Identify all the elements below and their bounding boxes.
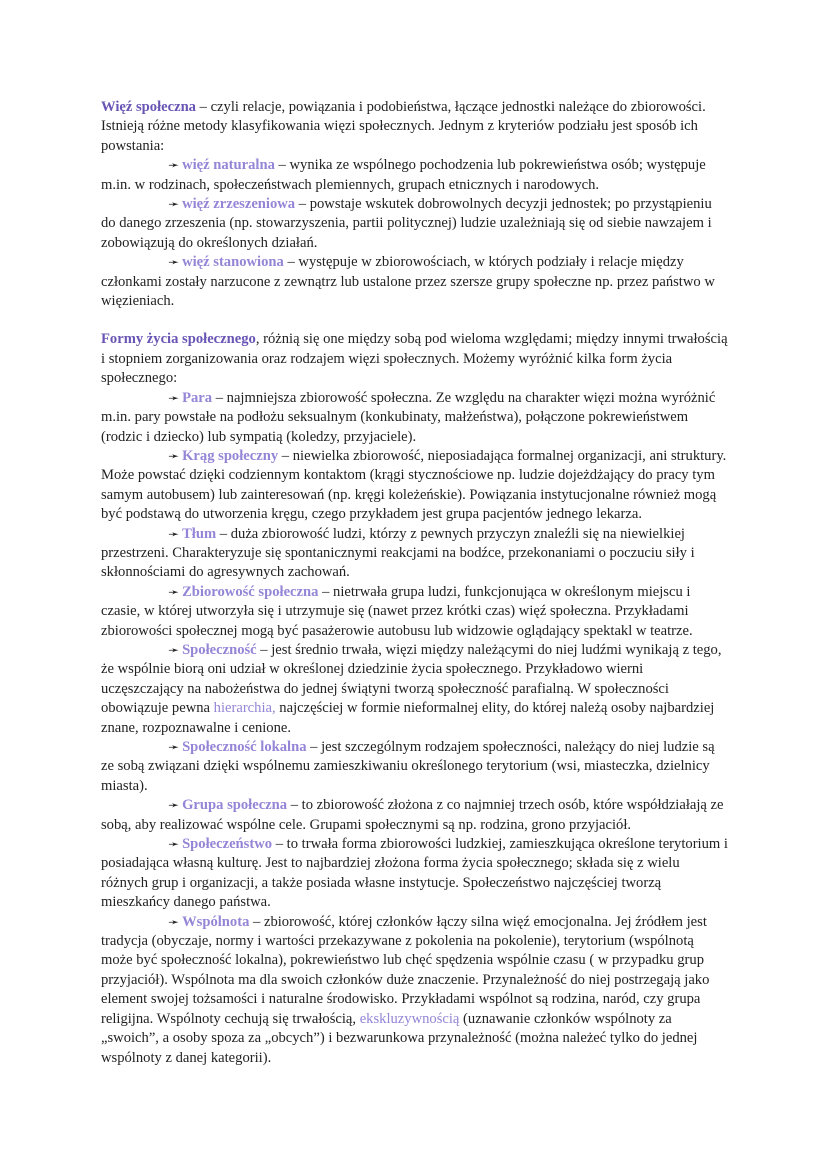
- list-item: [101, 796, 729, 835]
- arrow-bullet-icon: ➛: [168, 837, 180, 852]
- term: Społeczność lokalna: [182, 739, 307, 755]
- arrow-bullet-icon: ➛: [168, 448, 180, 463]
- list-item: [101, 913, 729, 1068]
- definition: – niewielka zbiorowość, nieposiadająca formalnej organizacji, ani struktury. Może powstać dzięki codziennym kontaktom (krągi stycznościowe np. ludzie dojeżdżający do pracy tym samym autobusem) lub zainteresowań (np. kręgi koleżeńskie). Powiązania instytucjonalne również mogą być podstawą do utworzenia kręgu, czego przykładem jest grupa pacjentów jednego lekarza.: [101, 447, 727, 523]
- term: więź stanowiona: [182, 254, 284, 271]
- term: więź zrzeszeniowa: [182, 196, 296, 213]
- term: Społeczność: [182, 641, 257, 658]
- definition: – najmniejsza zbiorowość społeczna. Ze względu na charakter więzi można wyróżnić m.in. pary powstałe na podłożu seksualnym (konkubinaty, małżeństwa), połączone pokrewieństwem (rodzic i dziecko) lub sympatią (koledzy, przyjaciele).: [101, 389, 716, 445]
- term: Krąg społeczny: [182, 447, 279, 464]
- hierarchia-link[interactable]: hierarchia,: [213, 700, 276, 717]
- definition: – jest średnio trwała, więzi między należącymi do niej ludźmi wynikają z tego, że wspólnie biorą oni udział w określonej dziedzinie życia społecznego. Przykładowo wierni uczęszczający na nabożeństwa do jednej świątyni tworzą społeczność parafialną. W społeczności obowiązuje pewna: [101, 641, 722, 717]
- arrow-bullet-icon: ➛: [168, 584, 180, 599]
- intro-text: – czyli relacje, powiązania i podobieństwa, łączące jednostki należące do zbiorowości. Istnieją różne metody klasyfikowania więzi społecznych. Jednym z kryteriów podziału jest sposób ich powstania:: [101, 99, 706, 154]
- term-formy-zycia-spolecznego: Formy życia społecznego: [101, 331, 256, 348]
- definition: – duża zbiorowość ludzi, którzy z pewnych przyczyn znaleźli się na niewielkiej przestrzeni. Charakteryzuje się spontanicznymi reakcjami na bodźce, przekonaniami o poczuciu siły i skłonnościami do agresywnych zachowań.: [101, 525, 695, 581]
- definition: – nietrwała grupa ludzi, funkcjonująca w określonym miejscu i czasie, w której utworzyła się i utrzymuje się (nawet przez krótki czas) więź społeczna. Przykładami zbiorowości społecznej mogą być pasażerowie autobusu lub widzowie oglądający spektakl w teatrze.: [101, 583, 693, 639]
- definition: – powstaje wskutek dobrowolnych decyzji jednostek; po przystąpieniu do danego zrzeszenia (np. stowarzyszenia, partii politycznej) ludzie uzależniają się od siebie nawzajem i zobowiązują do określonych działań.: [101, 196, 712, 251]
- list-item: [101, 195, 729, 253]
- list-item: [101, 525, 729, 583]
- definition: – jest szczególnym rodzajem społeczności, należący do niej ludzie są ze sobą związani dzięki wspólnemu zamieszkiwaniu określonego terytorium (wsi, miasteczka, dzielnicy miasta).: [101, 739, 715, 794]
- arrow-bullet-icon: ➛: [168, 798, 180, 813]
- ekskluzywnosc-link[interactable]: ekskluzywnością: [359, 1010, 460, 1027]
- definition-continued: najczęściej w formie nieformalnej elity, do której należą osoby najbardziej znane, rozpoznawalne i cenione.: [101, 700, 715, 736]
- arrow-bullet-icon: ➛: [168, 390, 180, 405]
- definition: – to zbiorowość złożona z co najmniej trzech osób, które współdziałają ze sobą, aby realizować wspólne cele. Grupami społecznymi są np. rodzina, grono przyjaciół.: [101, 797, 724, 833]
- section-wiez-spoleczna-intro: [101, 98, 729, 156]
- term: Grupa społeczna: [182, 797, 288, 814]
- section-formy-zycia-intro: [101, 330, 729, 388]
- arrow-bullet-icon: ➛: [168, 642, 180, 657]
- list-item: [101, 738, 729, 796]
- list-item: [101, 835, 729, 913]
- definition: – zbiorowość, której członków łączy silna więź emocjonalna. Jej źródłem jest tradycja (obyczaje, normy i wartości przekazywane z pokolenia na pokolenie), terytorium (wspólnotą może być społeczność lokalna), pokrewieństwo lub chęć spędzenia wspólnie czasu ( w przypadku grup przyjaciół). Wspólnota ma dla swoich członków duże znaczenie. Przynależność do niej postrzegają jako element swojej tożsamości i naturalne środowisko. Przykładami wspólnot są rodzina, naród, czy grupa religijna. Wspólnoty cechują się trwałością,: [101, 913, 710, 1027]
- list-item: [101, 389, 729, 447]
- term: Para: [182, 389, 213, 406]
- list-item: [101, 447, 729, 525]
- definition-continued: (uznawanie członków wspólnoty za „swoich”, a osoby spoza za „obcych”) i bezwarunkowa przynależność (można należeć tylko do jednej wspólnoty z danej kategorii).: [101, 1010, 698, 1066]
- term: więź naturalna: [182, 157, 275, 174]
- arrow-bullet-icon: ➛: [168, 526, 180, 541]
- arrow-bullet-icon: ➛: [168, 197, 180, 212]
- term-wiez-spoleczna: Więź społeczna: [101, 99, 196, 115]
- term: Zbiorowość społeczna: [182, 583, 319, 600]
- definition: – występuje w zbiorowościach, w których podziały i relacje między członkami zostały narzucone z zewnątrz lub ustalone przez szersze grupy społeczne np. przez państwo w więzieniach.: [101, 254, 715, 310]
- definition: – wynika ze wspólnego pochodzenia lub pokrewieństwa osób; występuje m.in. w rodzinach, społeczeństwach plemiennych, grupach etnicznych i narodowych.: [101, 157, 706, 193]
- list-item: [101, 583, 729, 641]
- definition: – to trwała forma zbiorowości ludzkiej, zamieszkująca określone terytorium i posiadająca własną kulturę. Jest to najbardziej złożona forma życia społecznego; składa się z wielu różnych grup i organizacji, a także posiada własne instytucje. Społeczeństwo najczęściej tworzą mieszkańcy danego państwa.: [101, 836, 728, 911]
- term: Społeczeństwo: [182, 836, 273, 853]
- intro-text: , różnią się one między sobą pod wieloma względami; między innymi trwałością i stopniem zorganizowania oraz rodzajem więzi społecznych. Możemy wyróżnić kilka form życia społecznego:: [101, 331, 728, 387]
- list-item: [101, 253, 729, 311]
- arrow-bullet-icon: ➛: [168, 158, 180, 173]
- paragraph-gap: [101, 311, 729, 330]
- list-item: [101, 156, 729, 195]
- list-item: [101, 641, 729, 738]
- arrow-bullet-icon: ➛: [168, 255, 180, 270]
- document-page: [101, 98, 729, 1068]
- term: Tłum: [182, 525, 217, 542]
- arrow-bullet-icon: ➛: [168, 914, 180, 929]
- term: Wspólnota: [182, 913, 250, 930]
- arrow-bullet-icon: ➛: [168, 740, 180, 754]
